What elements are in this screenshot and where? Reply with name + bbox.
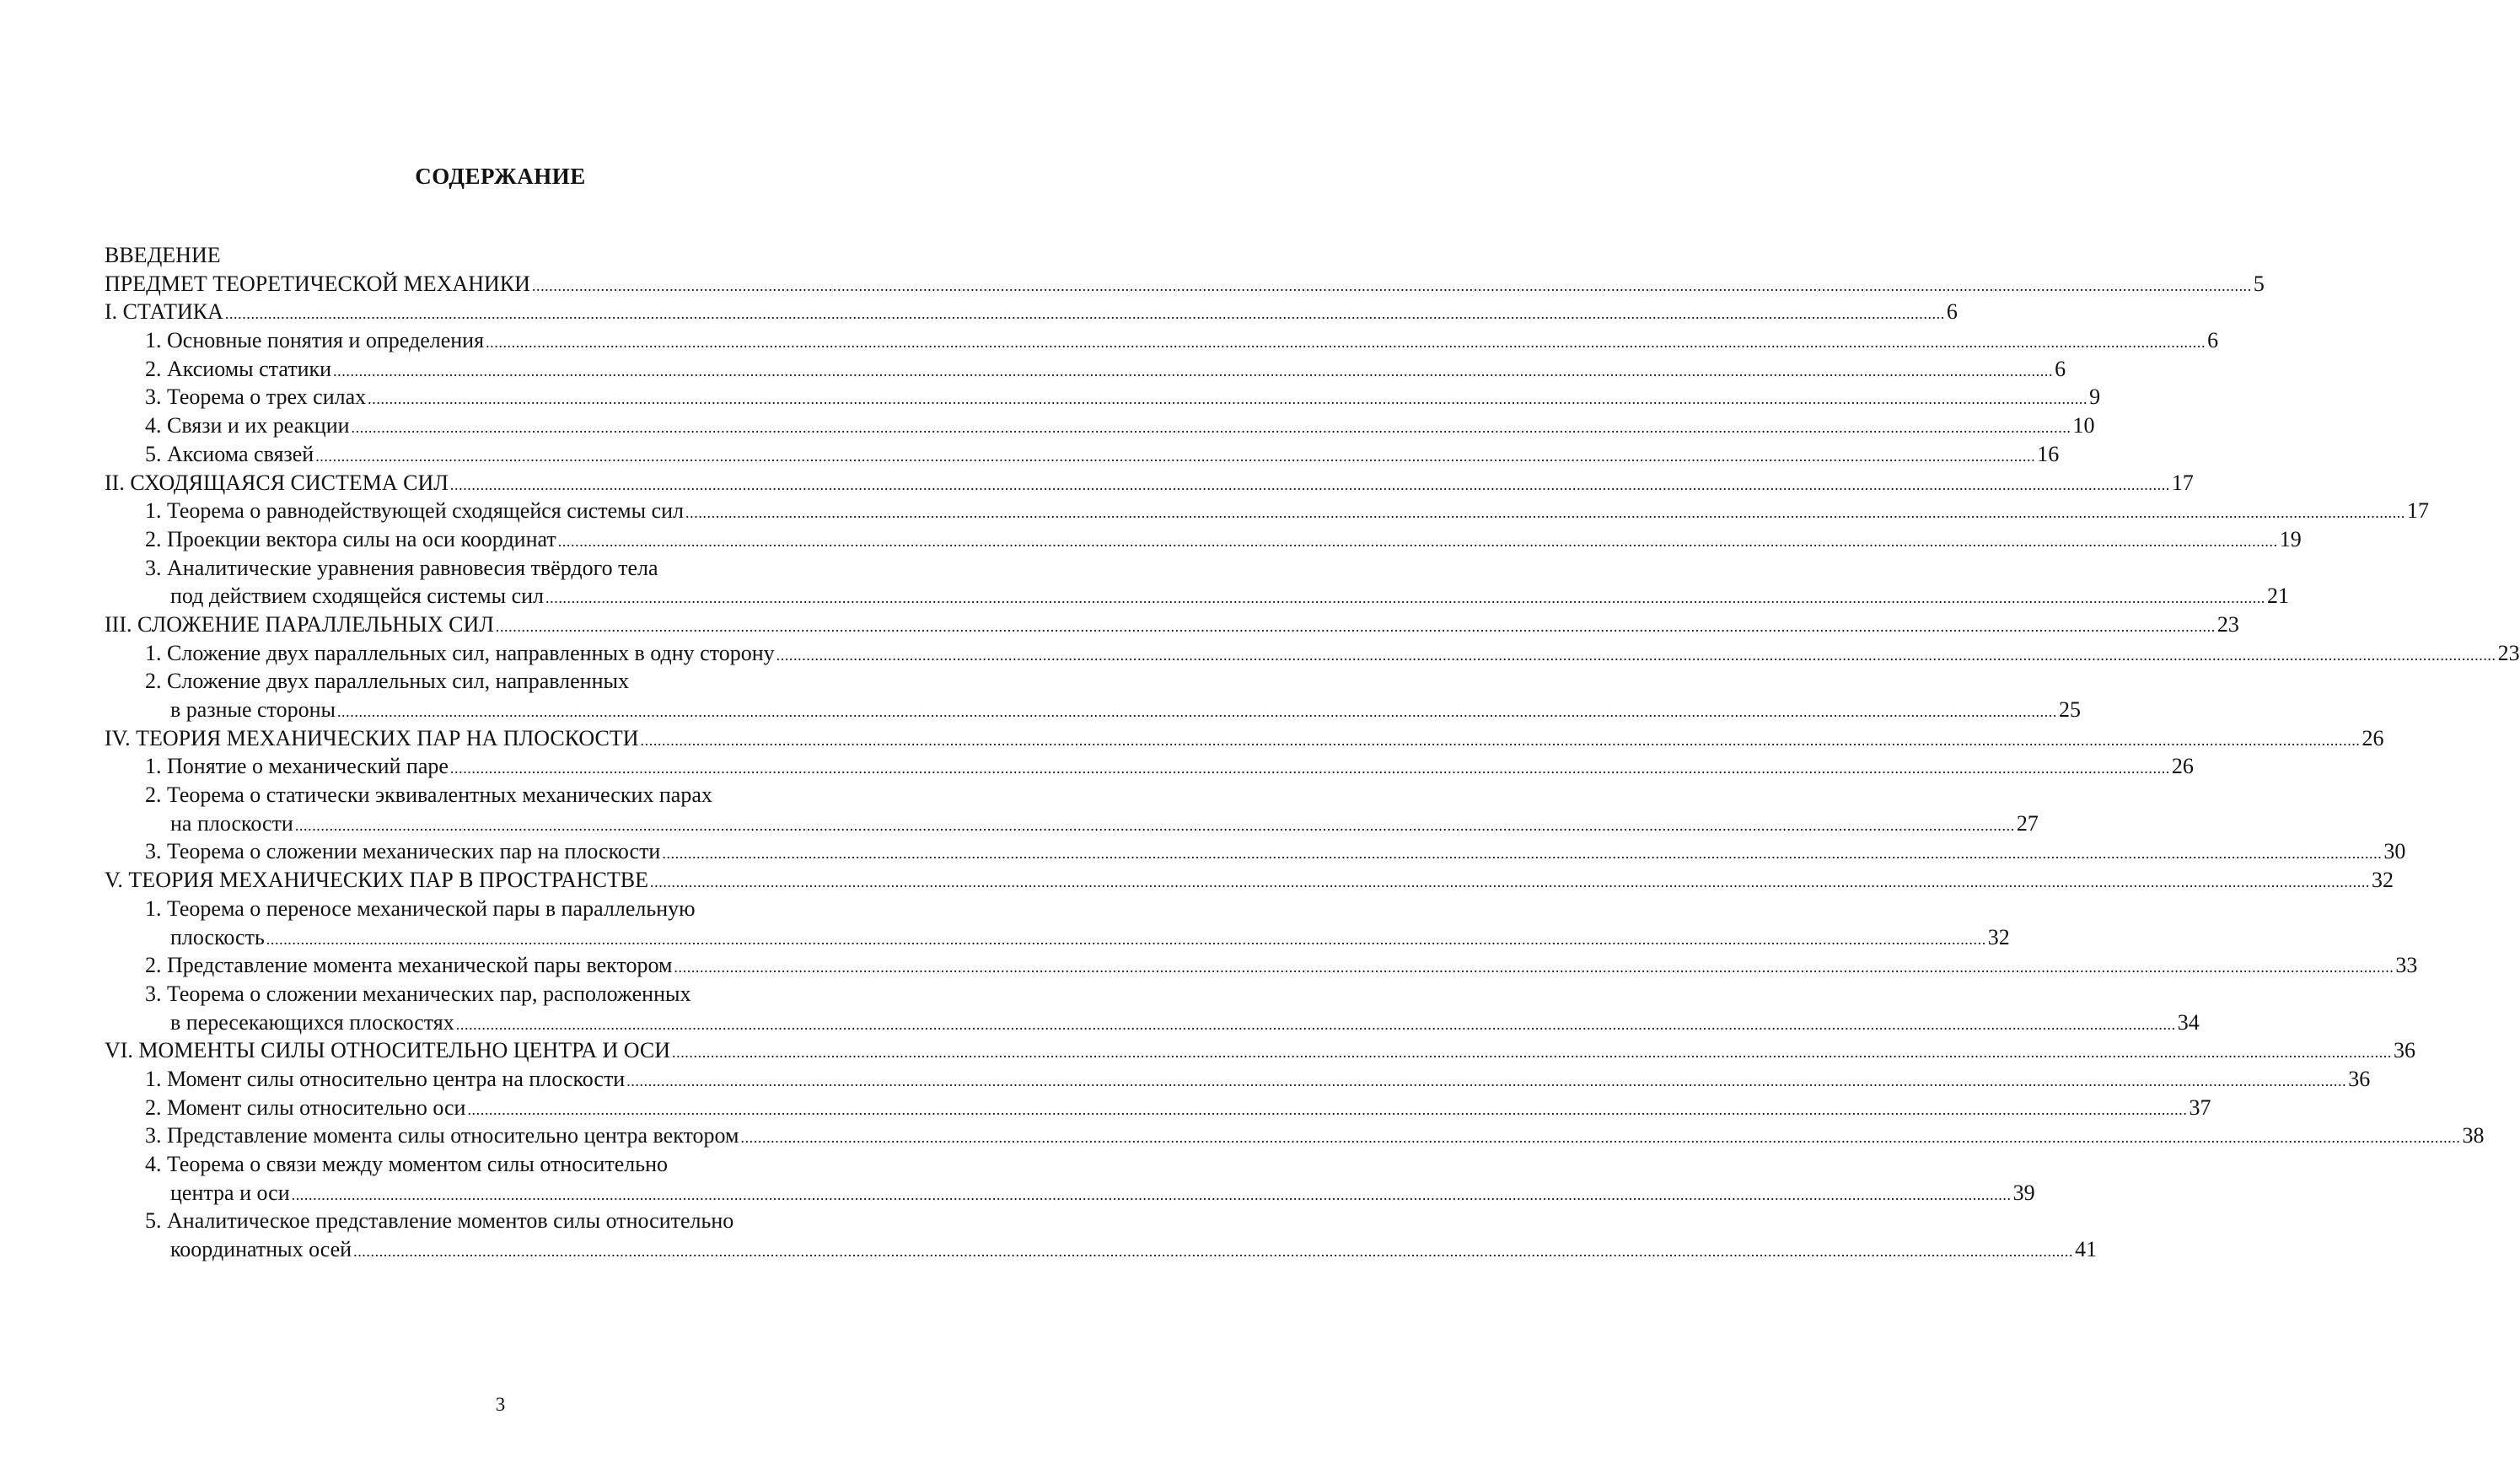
toc-dot-leader: ................................................................................................................................................................................................................................................................................................................................................................................................................ — [545, 589, 2266, 607]
toc-dot-leader: ................................................................................................................................................................................................................................................................................................................................................................................................................ — [685, 504, 2406, 522]
toc-entry — [105, 724, 2384, 753]
toc-entry — [105, 525, 2302, 554]
toc-dot-leader: ................................................................................................................................................................................................................................................................................................................................................................................................................ — [486, 334, 2206, 352]
toc-entry-page: 37 — [2189, 1094, 2211, 1120]
toc-entry-page: 27 — [2016, 810, 2039, 836]
toc-entry-title: 1. Момент силы относительно центра на плоскости — [145, 1066, 626, 1091]
toc-entry-title: 2. Теорема о статически эквивалентных механических парах — [145, 783, 712, 808]
toc-entry — [105, 781, 895, 809]
toc-entry-page: 21 — [2267, 584, 2290, 609]
toc-entry-title: 2. Аксиомы статики — [145, 356, 332, 381]
toc-entry-page: 19 — [2279, 526, 2302, 551]
toc-entry — [105, 1179, 2035, 1207]
toc-entry-title: под действием сходящейся системы сил — [170, 584, 545, 609]
toc-entry-title: 5. Аналитическое представление моментов силы относительно — [145, 1208, 734, 1234]
toc-entry-title: III. СЛОЖЕНИЕ ПАРАЛЛЕЛЬНЫХ СИЛ — [105, 611, 494, 637]
toc-entry — [105, 1008, 2200, 1037]
toc-entry — [105, 866, 2394, 895]
toc-entry-page: 30 — [2383, 839, 2406, 864]
toc-entry-title: плоскость — [170, 924, 265, 949]
toc-entry-page: 26 — [2361, 725, 2384, 750]
toc-entry — [105, 1235, 2098, 1264]
toc-entry — [105, 837, 2406, 866]
toc-entry — [105, 326, 2219, 355]
toc-entry-page: 25 — [2058, 697, 2081, 722]
toc-dot-leader: ................................................................................................................................................................................................................................................................................................................................................................................................................ — [291, 1186, 2012, 1203]
toc-dot-leader: ................................................................................................................................................................................................................................................................................................................................................................................................................ — [557, 532, 2278, 550]
toc-entry — [105, 298, 1958, 326]
page-number: 3 — [495, 1394, 506, 1415]
toc-entry-title: IV. ТЕОРИЯ МЕХАНИЧЕСКИХ ПАР НА ПЛОСКОСТИ — [105, 725, 639, 750]
toc-entry-title: 3. Теорема о трех силах — [145, 385, 367, 410]
toc-entry — [105, 752, 2194, 781]
toc-entry-title: 3. Представление момента силы относительно центра вектором — [145, 1123, 739, 1148]
toc-entry-title: 2. Сложение двух параллельных сил, направленных — [145, 669, 629, 694]
toc-dot-leader: ................................................................................................................................................................................................................................................................................................................................................................................................................ — [336, 703, 2057, 720]
toc-dot-leader: ................................................................................................................................................................................................................................................................................................................................................................................................................ — [650, 874, 2371, 891]
toc-entry-page: 5 — [2253, 271, 2265, 296]
toc-entry-title: центра и оси — [170, 1180, 290, 1205]
toc-dot-leader: ................................................................................................................................................................................................................................................................................................................................................................................................................ — [315, 447, 2036, 465]
toc-entry-page: 10 — [2072, 413, 2095, 438]
toc-entry — [105, 1150, 895, 1179]
toc-entry — [105, 1065, 2371, 1094]
toc-entry — [105, 411, 2095, 440]
toc-entry-title: 4. Связи и их реакции — [145, 413, 350, 438]
toc-dot-leader: ................................................................................................................................................................................................................................................................................................................................................................................................................ — [640, 731, 2361, 749]
toc-entry-page: 32 — [1987, 924, 2010, 949]
toc-entry-title: 1. Теорема о равнодействующей сходящейся системы сил — [145, 498, 685, 524]
toc-entry-title: 5. Аксиома связей — [145, 441, 314, 466]
toc-entry-title: 1. Теорема о переносе механической пары в параллельную — [145, 895, 696, 921]
toc-entry-title: V. ТЕОРИЯ МЕХАНИЧЕСКИХ ПАР В ПРОСТРАНСТВЕ — [105, 868, 649, 893]
toc-dot-leader: ................................................................................................................................................................................................................................................................................................................................................................................................................ — [266, 930, 1986, 948]
toc-entry-page: 32 — [2372, 868, 2394, 893]
table-of-contents — [105, 241, 2520, 1264]
toc-entry-page: 36 — [2348, 1066, 2371, 1091]
toc-entry-title: I. СТАТИКА — [105, 299, 223, 325]
toc-entry-title: в разные стороны — [170, 697, 336, 722]
toc-entry-title: на плоскости — [170, 810, 293, 836]
toc-entry-page: 23 — [2497, 640, 2520, 665]
toc-entry-page: 34 — [2177, 1009, 2200, 1035]
toc-entry — [105, 951, 2418, 980]
toc-entry-title: в пересекающихся плоскостях — [170, 1009, 454, 1035]
toc-entry-title: 3. Теорема о сложении механических пар на плоскости — [145, 839, 661, 864]
toc-entry-title: 1. Понятие о механический паре — [145, 754, 449, 779]
toc-dot-leader: ................................................................................................................................................................................................................................................................................................................................................................................................................ — [495, 617, 2216, 635]
toc-dot-leader: ................................................................................................................................................................................................................................................................................................................................................................................................................ — [674, 959, 2394, 976]
toc-entry — [105, 639, 2520, 668]
toc-entry-page: 33 — [2395, 953, 2418, 978]
toc-entry-page: 16 — [2037, 441, 2060, 466]
toc-entry — [105, 610, 2239, 639]
toc-dot-leader: ................................................................................................................................................................................................................................................................................................................................................................................................................ — [455, 1015, 2176, 1033]
toc-entry-title: 4. Теорема о связи между моментом силы относительно — [145, 1152, 669, 1176]
toc-entry — [105, 1121, 2485, 1150]
toc-entry — [105, 554, 895, 583]
toc-entry — [105, 1036, 2415, 1065]
toc-entry — [105, 270, 2265, 298]
toc-dot-leader: ................................................................................................................................................................................................................................................................................................................................................................................................................ — [449, 476, 2170, 493]
toc-dot-leader: ................................................................................................................................................................................................................................................................................................................................................................................................................ — [353, 1243, 2074, 1261]
toc-entry — [105, 980, 895, 1008]
toc-entry — [105, 895, 895, 923]
toc-entry-title: координатных осей — [170, 1237, 352, 1262]
toc-entry-page: 6 — [2207, 328, 2219, 353]
toc-entry — [105, 469, 2194, 497]
toc-dot-leader: ................................................................................................................................................................................................................................................................................................................................................................................................................ — [351, 419, 2071, 437]
toc-dot-leader: ................................................................................................................................................................................................................................................................................................................................................................................................................ — [368, 390, 2088, 408]
toc-entry — [105, 355, 2066, 384]
toc-entry — [105, 1207, 895, 1235]
toc-dot-leader: ................................................................................................................................................................................................................................................................................................................................................................................................................ — [449, 760, 2170, 777]
toc-dot-leader: ................................................................................................................................................................................................................................................................................................................................................................................................................ — [531, 277, 2252, 294]
toc-dot-leader: ................................................................................................................................................................................................................................................................................................................................................................................................................ — [626, 1072, 2347, 1089]
toc-entry-page: 9 — [2089, 385, 2101, 410]
toc-entry-page: 41 — [2075, 1237, 2098, 1262]
toc-entry-title: ВВЕДЕНИЕ — [105, 243, 221, 267]
toc-entry — [105, 696, 2081, 724]
toc-entry — [105, 923, 2010, 952]
toc-entry-page: 17 — [2407, 498, 2430, 524]
toc-entry — [105, 667, 895, 696]
toc-entry-title: 2. Момент силы относительно оси — [145, 1094, 466, 1120]
toc-dot-leader: ................................................................................................................................................................................................................................................................................................................................................................................................................ — [662, 845, 2383, 863]
toc-dot-leader: ................................................................................................................................................................................................................................................................................................................................................................................................................ — [740, 1129, 2461, 1147]
toc-dot-leader: ................................................................................................................................................................................................................................................................................................................................................................................................................ — [333, 362, 2054, 379]
toc-entry-title: II. СХОДЯЩАЯСЯ СИСТЕМА СИЛ — [105, 470, 449, 495]
toc-entry-page: 6 — [2055, 356, 2066, 381]
toc-dot-leader: ................................................................................................................................................................................................................................................................................................................................................................................................................ — [224, 305, 1945, 323]
toc-entry — [105, 383, 2101, 411]
toc-entry — [105, 497, 2430, 525]
toc-entry-page: 36 — [2394, 1038, 2415, 1063]
toc-entry-title: 2. Проекции вектора силы на оси координат — [145, 526, 556, 551]
toc-entry-title: ПРЕДМЕТ ТЕОРЕТИЧЕСКОЙ МЕХАНИКИ — [105, 271, 530, 296]
toc-dot-leader: ................................................................................................................................................................................................................................................................................................................................................................................................................ — [467, 1100, 2188, 1118]
toc-entry-title: 3. Теорема о сложении механических пар, расположенных — [145, 981, 691, 1006]
toc-entry-page: 39 — [2012, 1180, 2035, 1205]
toc-entry — [105, 440, 2060, 469]
toc-entry-page: 17 — [2171, 470, 2194, 495]
toc-entry-title: 3. Аналитические уравнения равновесия твёрдого тела — [145, 555, 658, 580]
toc-entry-title: 1. Основные понятия и определения — [145, 328, 485, 353]
toc-entry — [105, 1094, 2211, 1122]
toc-entry-title: 1. Сложение двух параллельных сил, направленных в одну сторону — [145, 640, 775, 665]
toc-dot-leader: ................................................................................................................................................................................................................................................................................................................................................................................................................ — [294, 816, 2015, 834]
toc-entry-page: 6 — [1946, 299, 1958, 325]
toc-dot-leader: ................................................................................................................................................................................................................................................................................................................................................................................................................ — [776, 646, 2496, 664]
toc-entry — [105, 809, 2039, 838]
page-title: СОДЕРЖАНИЕ — [415, 164, 586, 189]
toc-entry — [105, 241, 895, 270]
toc-entry-title: VI. МОМЕНТЫ СИЛЫ ОТНОСИТЕЛЬНО ЦЕНТРА И ОСИ — [105, 1038, 670, 1063]
toc-entry — [105, 582, 2290, 610]
toc-entry-page: 23 — [2216, 611, 2239, 637]
toc-entry-page: 26 — [2171, 754, 2194, 779]
toc-entry-page: 38 — [2462, 1123, 2485, 1148]
toc-dot-leader: ................................................................................................................................................................................................................................................................................................................................................................................................................ — [672, 1044, 2392, 1062]
toc-entry-title: 2. Представление момента механической пары вектором — [145, 953, 673, 978]
